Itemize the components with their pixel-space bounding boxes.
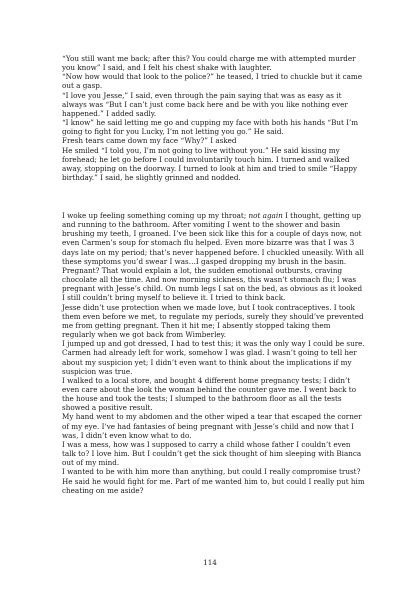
dialogue-section [62, 54, 366, 182]
paragraph: “I love you Jesse,” I said, even through the pain saying that was as easy as it always was “But I can’t just come back here and be with you like nothing ever happened.” I added sadly. [62, 90, 348, 118]
opening-paragraph [62, 211, 366, 303]
paragraph: I walked to a local store, and bought 4 different home pregnancy tests; I didn’t even care about the look the woman behind the counter gave me. I went back to the house and took the tests; I slumped to the bathroom floor as all the tests showed a positive result. [62, 375, 357, 413]
paragraph: I wanted to be with him more than anything, but could I really compromise trust? He said he would fight for me. Part of me wanted him to, but could I really put him cheating on me aside? [62, 467, 365, 495]
italic-thought: not again [248, 211, 283, 220]
paragraph: “Now how would that look to the police?” he teased, I tried to chuckle but it came out a gasp. [62, 72, 363, 91]
paragraph: “You still want me back; after this? You could charge me with attempted murder you know” I said, and I felt his chest shake with laughter. [62, 54, 356, 73]
page-number: 114 [203, 558, 217, 567]
paragraph: My hand went to my abdomen and the other wiped a tear that escaped the corner of my eye. I’ve had fantasies of being pregnant with Jesse’s child and now that I was, I didn’t even know what to do. [62, 412, 362, 440]
paragraph: He smiled “I told you, I’m not going to live without you.” He said kissing my forehead; he let go before I could involuntarily touch him. I turned and walked away, stopping on the doorway. I turned to look at him and tried to smile “Happy birthday.” I said, he slightly grinned and nodded. [62, 145, 358, 183]
opening-text-continued: I thought, getting up and running to the bathroom. After vomiting I went to the shower and basin brushing my teeth, I groaned. I’ve been sick like this for a couple of days now, not even Carmen’s soup for stomach flu helped. Even more bizarre was that I was 3 days late on my period; that’s never happened before. I chuckled uneasily. With all these symptoms you’d swear I was…I gasped dropping my brush in the basin. Pregnant? That would explain a lot, the sudden emotional outbursts, craving chocolate all the time. And now morning sickness, this wasn’t stomach flu; I was pregnant with Jesse’s child. On numb legs I sat on the bed, as obvious as it looked I still couldn’t bring myself to believe it. I tried to think back. [62, 211, 364, 303]
opening-text: I woke up feeling something coming up my throat; [62, 211, 249, 220]
paragraph: I was a mess, how was I supposed to carry a child whose father I couldn’t even talk to? I love him. But I couldn’t get the sick thought of him sleeping with Bianca out of my mind. [62, 439, 362, 468]
paragraph: I jumped up and got dressed, I had to test this; it was the only way I could be sure. Carmen had already left for work, somehow I was glad. I wasn’t going to tell her about my suspicion yet; I didn’t even want to think about the implications if my suspicion was true. [62, 339, 365, 376]
paragraph: Jesse didn’t use protection when we made love, but I took contraceptives. I took them even before we met, to regulate my periods, surely they should’ve prevented me from getting pregnant. Then it hit me; I absently stopped taking them regularly when we got back from Wimberley. [62, 302, 364, 340]
paragraph: “I know” he said letting me go and cupping my face with both his hands “But I’m going to fight for you Lucky, I’m not letting you go.” He said. [62, 118, 359, 137]
narrative-section [62, 211, 366, 495]
paragraph: Fresh tears came down my face “Why?” I asked [62, 136, 237, 146]
